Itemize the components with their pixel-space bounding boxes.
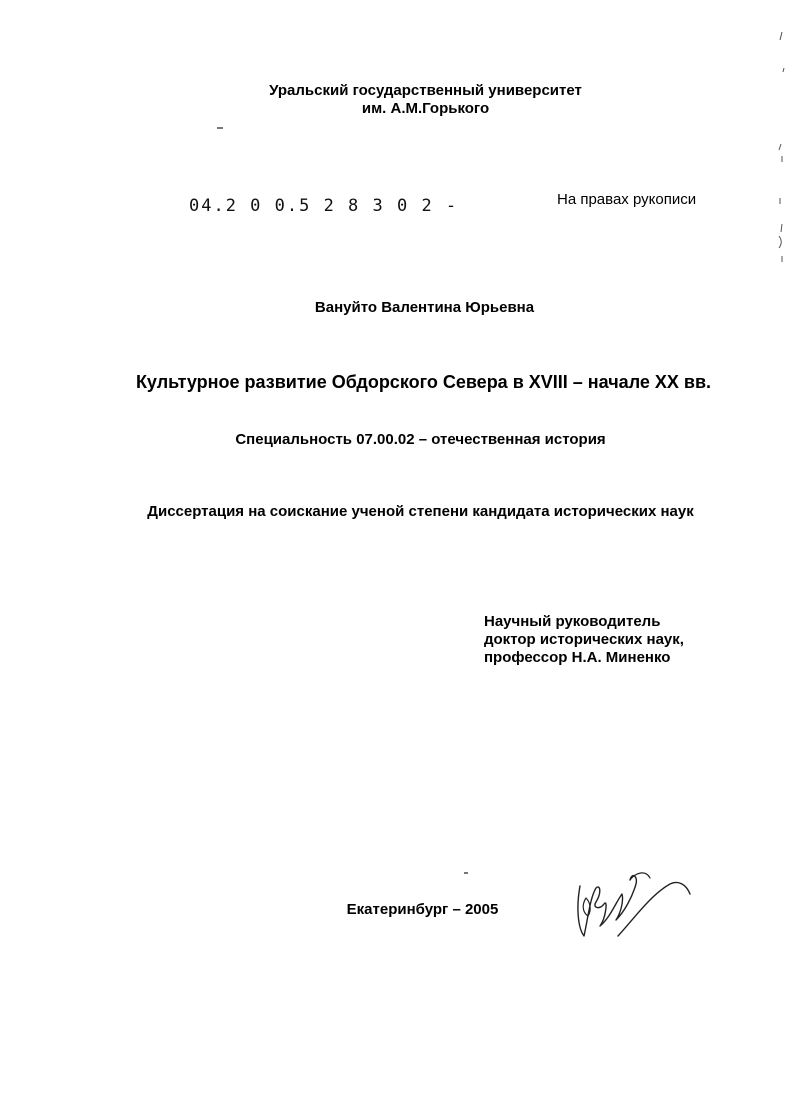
author-name: Вануйто Валентина Юрьевна	[314, 299, 535, 316]
supervisor-role: Научный руководитель	[484, 613, 661, 630]
scan-speck	[217, 127, 223, 129]
city-year: Екатеринбург – 2005	[346, 901, 499, 918]
supervisor-block	[484, 613, 684, 667]
university-patron: им. А.М.Горького	[361, 100, 490, 117]
dissertation-title: Культурное развитие Обдорского Севера в XVIII – начале XX вв.	[135, 372, 712, 392]
university-name: Уральский государственный университет	[269, 82, 582, 99]
manuscript-rights-label: На правах рукописи	[557, 191, 697, 208]
archive-code-stamp: 04.2 0 0.5 2 8 3 0 2 -	[189, 196, 459, 216]
supervisor-name: профессор Н.А. Миненко	[484, 649, 671, 666]
supervisor-degree: доктор исторических наук,	[484, 631, 684, 648]
scan-speck	[464, 872, 468, 874]
handwritten-signature-icon	[566, 858, 696, 948]
degree-line: Диссертация на соискание ученой степени кандидата исторических наук	[147, 503, 694, 520]
specialty-line: Специальность 07.00.02 – отечественная история	[235, 431, 606, 448]
scan-margin-marks	[770, 20, 791, 270]
university-block	[30, 82, 791, 118]
